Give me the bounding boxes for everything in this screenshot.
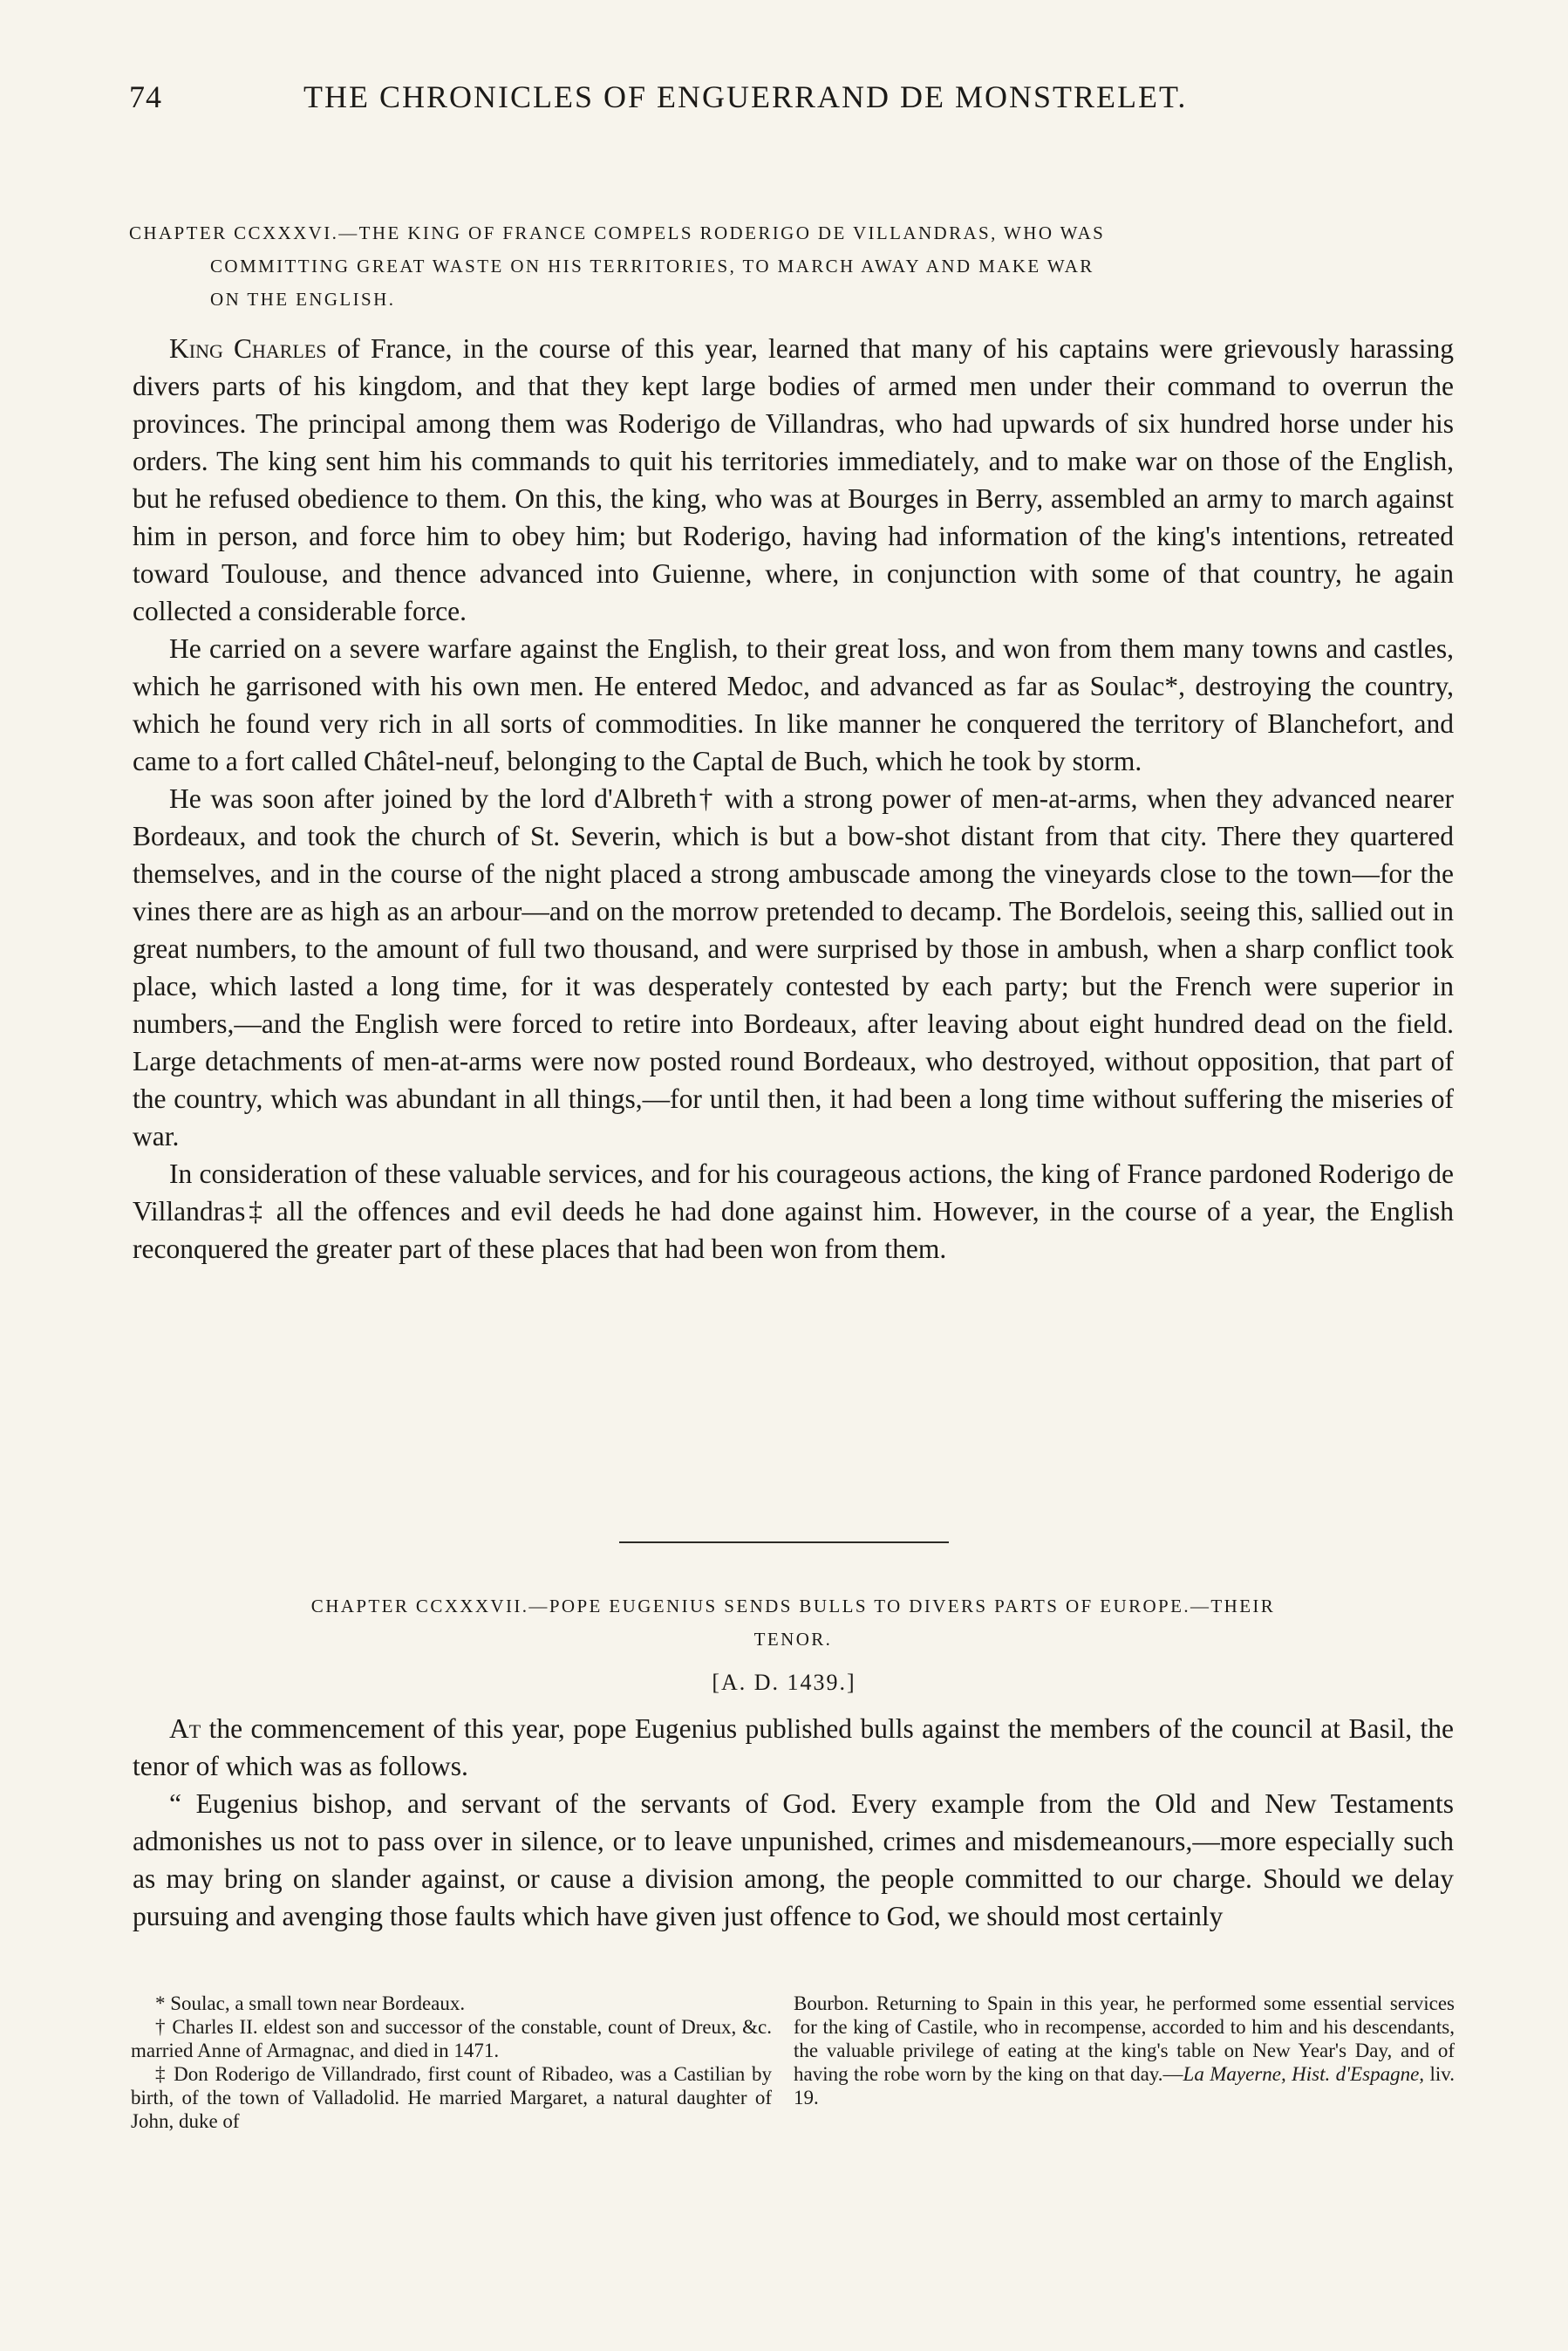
paragraph: At the commencement of this year, pope Eugenius published bulls against the members of the council at Basil, the tenor of which was as follows. (133, 1713, 1454, 1781)
paragraph: He was soon after joined by the lord d'Albreth† with a strong power of men-at-arms, when they advanced nearer Bordeaux, and took the church of St. Severin, which is but a bow-shot distant from that city. There they quartered themselves, and in the course of the night placed a strong ambuscade among the vineyards close to the town—for the vines there are as high as an arbour—and on the morrow pretended to decamp. The Bordelois, seeing this, sallied out in great numbers, to the amount of full two thousand, and were surprised by those in ambush, when a sharp conflict took place, which lasted a long time, for it was desperately contested by each party; but the French were superior in numbers,—and the English were forced to retire into Bordeaux, after leaving about eight hundred dead on the field. Large detachments of men-at-arms were now posted round Bordeaux, who destroyed, without opposition, that part of the country, which was abundant in all things,—for until then, it had been a long time without suffering the miseries of war. (133, 783, 1454, 1152)
chapter-date: [A. D. 1439.] (712, 1670, 856, 1695)
chapter-heading-line: ON THE ENGLISH. (210, 289, 396, 310)
chapter-heading-line: CHAPTER CCXXXVI.—THE KING OF FRANCE COMPELS RODERIGO DE VILLANDRAS, WHO WAS (129, 222, 1106, 243)
section-divider (619, 1541, 949, 1543)
running-head (129, 79, 1455, 122)
footnote: * Soulac, a small town near Bordeaux. (155, 1992, 466, 2014)
paragraph: “ Eugenius bishop, and servant of the servants of God. Every example from the Old and New Testaments admonishes us not to pass over in silence, or to leave unpunished, crimes and misdemeanours,—more especially such as may bring on slander against, or cause a division among, the people committed to our charge. Should we delay pursuing and avenging those faults which have given just offence to God, we should most certainly (133, 1788, 1454, 1931)
footnotes-left-column (131, 1992, 772, 2133)
chapter-236-heading (129, 216, 1459, 316)
footnote-citation: La Mayerne, Hist. d'Espagne, (1183, 2063, 1425, 2085)
paragraph-lead: At (169, 1713, 201, 1744)
chapter-heading-line: COMMITTING GREAT WASTE ON HIS TERRITORIES, TO MARCH AWAY AND MAKE WAR (210, 256, 1094, 277)
paragraph-lead: King Charles (169, 333, 327, 364)
paragraph: In consideration of these valuable services, and for his courageous actions, the king of France pardoned Roderigo de Villandras‡ all the offences and evil deeds he had done against him. However, in the course of a year, the English reconquered the greater part of these places that had been won from them. (133, 1158, 1454, 1264)
paragraph: King Charles of France, in the course of this year, learned that many of his captains were grievously harassing divers parts of his kingdom, and that they kept large bodies of armed men under their command to overrun the provinces. The principal among them was Roderigo de Villandras, who had upwards of six hundred horse under his orders. The king sent him his commands to quit his territories immediately, and to make war on those of the English, but he refused obedience to them. On this, the king, who was at Bourges in Berry, assembled an army to march against him in person, and force him to obey him; but Roderigo, having had information of the king's intentions, retreated toward Toulouse, and thence advanced into Guienne, where, in conjunction with some of that country, he again collected a considerable force. (133, 333, 1455, 626)
page-number: 74 (129, 79, 162, 114)
chapter-236-body (133, 330, 1454, 1268)
chapter-237-body (133, 1710, 1454, 1935)
chapter-237-heading (133, 1589, 1454, 1656)
chapter-heading-line: CHAPTER CCXXXVII.—POPE EUGENIUS SENDS BULLS TO DIVERS PARTS OF EUROPE.—THEIR (310, 1596, 1276, 1616)
footnote-continuation: Bourbon. Returning to Spain in this year, he performed some essential services for the king of Castile, who in recompense, accorded to him and his descendants, the valuable privilege of eating at the king's table on New Year's Day, and of having the robe worn by the king on that day.—La Mayerne, Hist. d'Espagne, liv. 19. (794, 1992, 1455, 2108)
paragraph: He carried on a severe warfare against the English, to their great loss, and won from them many towns and castles, which he garrisoned with his own men. He entered Medoc, and advanced as far as Soulac*, destroying the country, which he found very rich in all sorts of commodities. In like manner he conquered the territory of Blanchefort, and came to a fort called Châtel-neuf, belonging to the Captal de Buch, which he took by storm. (133, 633, 1454, 776)
footnotes-right-column (794, 1992, 1455, 2109)
book-title: THE CHRONICLES OF ENGUERRAND DE MONSTRELET. (303, 79, 1188, 114)
footnote: ‡ Don Roderigo de Villandrado, first count of Ribadeo, was a Castilian by birth, of the town of Valladolid. He married Margaret, a natural daughter of John, duke of (131, 2063, 772, 2132)
footnote: † Charles II. eldest son and successor of the constable, count of Dreux, &c. married Anne of Armagnac, and died in 1471. (131, 2016, 772, 2061)
chapter-heading-line: TENOR. (753, 1629, 833, 1650)
